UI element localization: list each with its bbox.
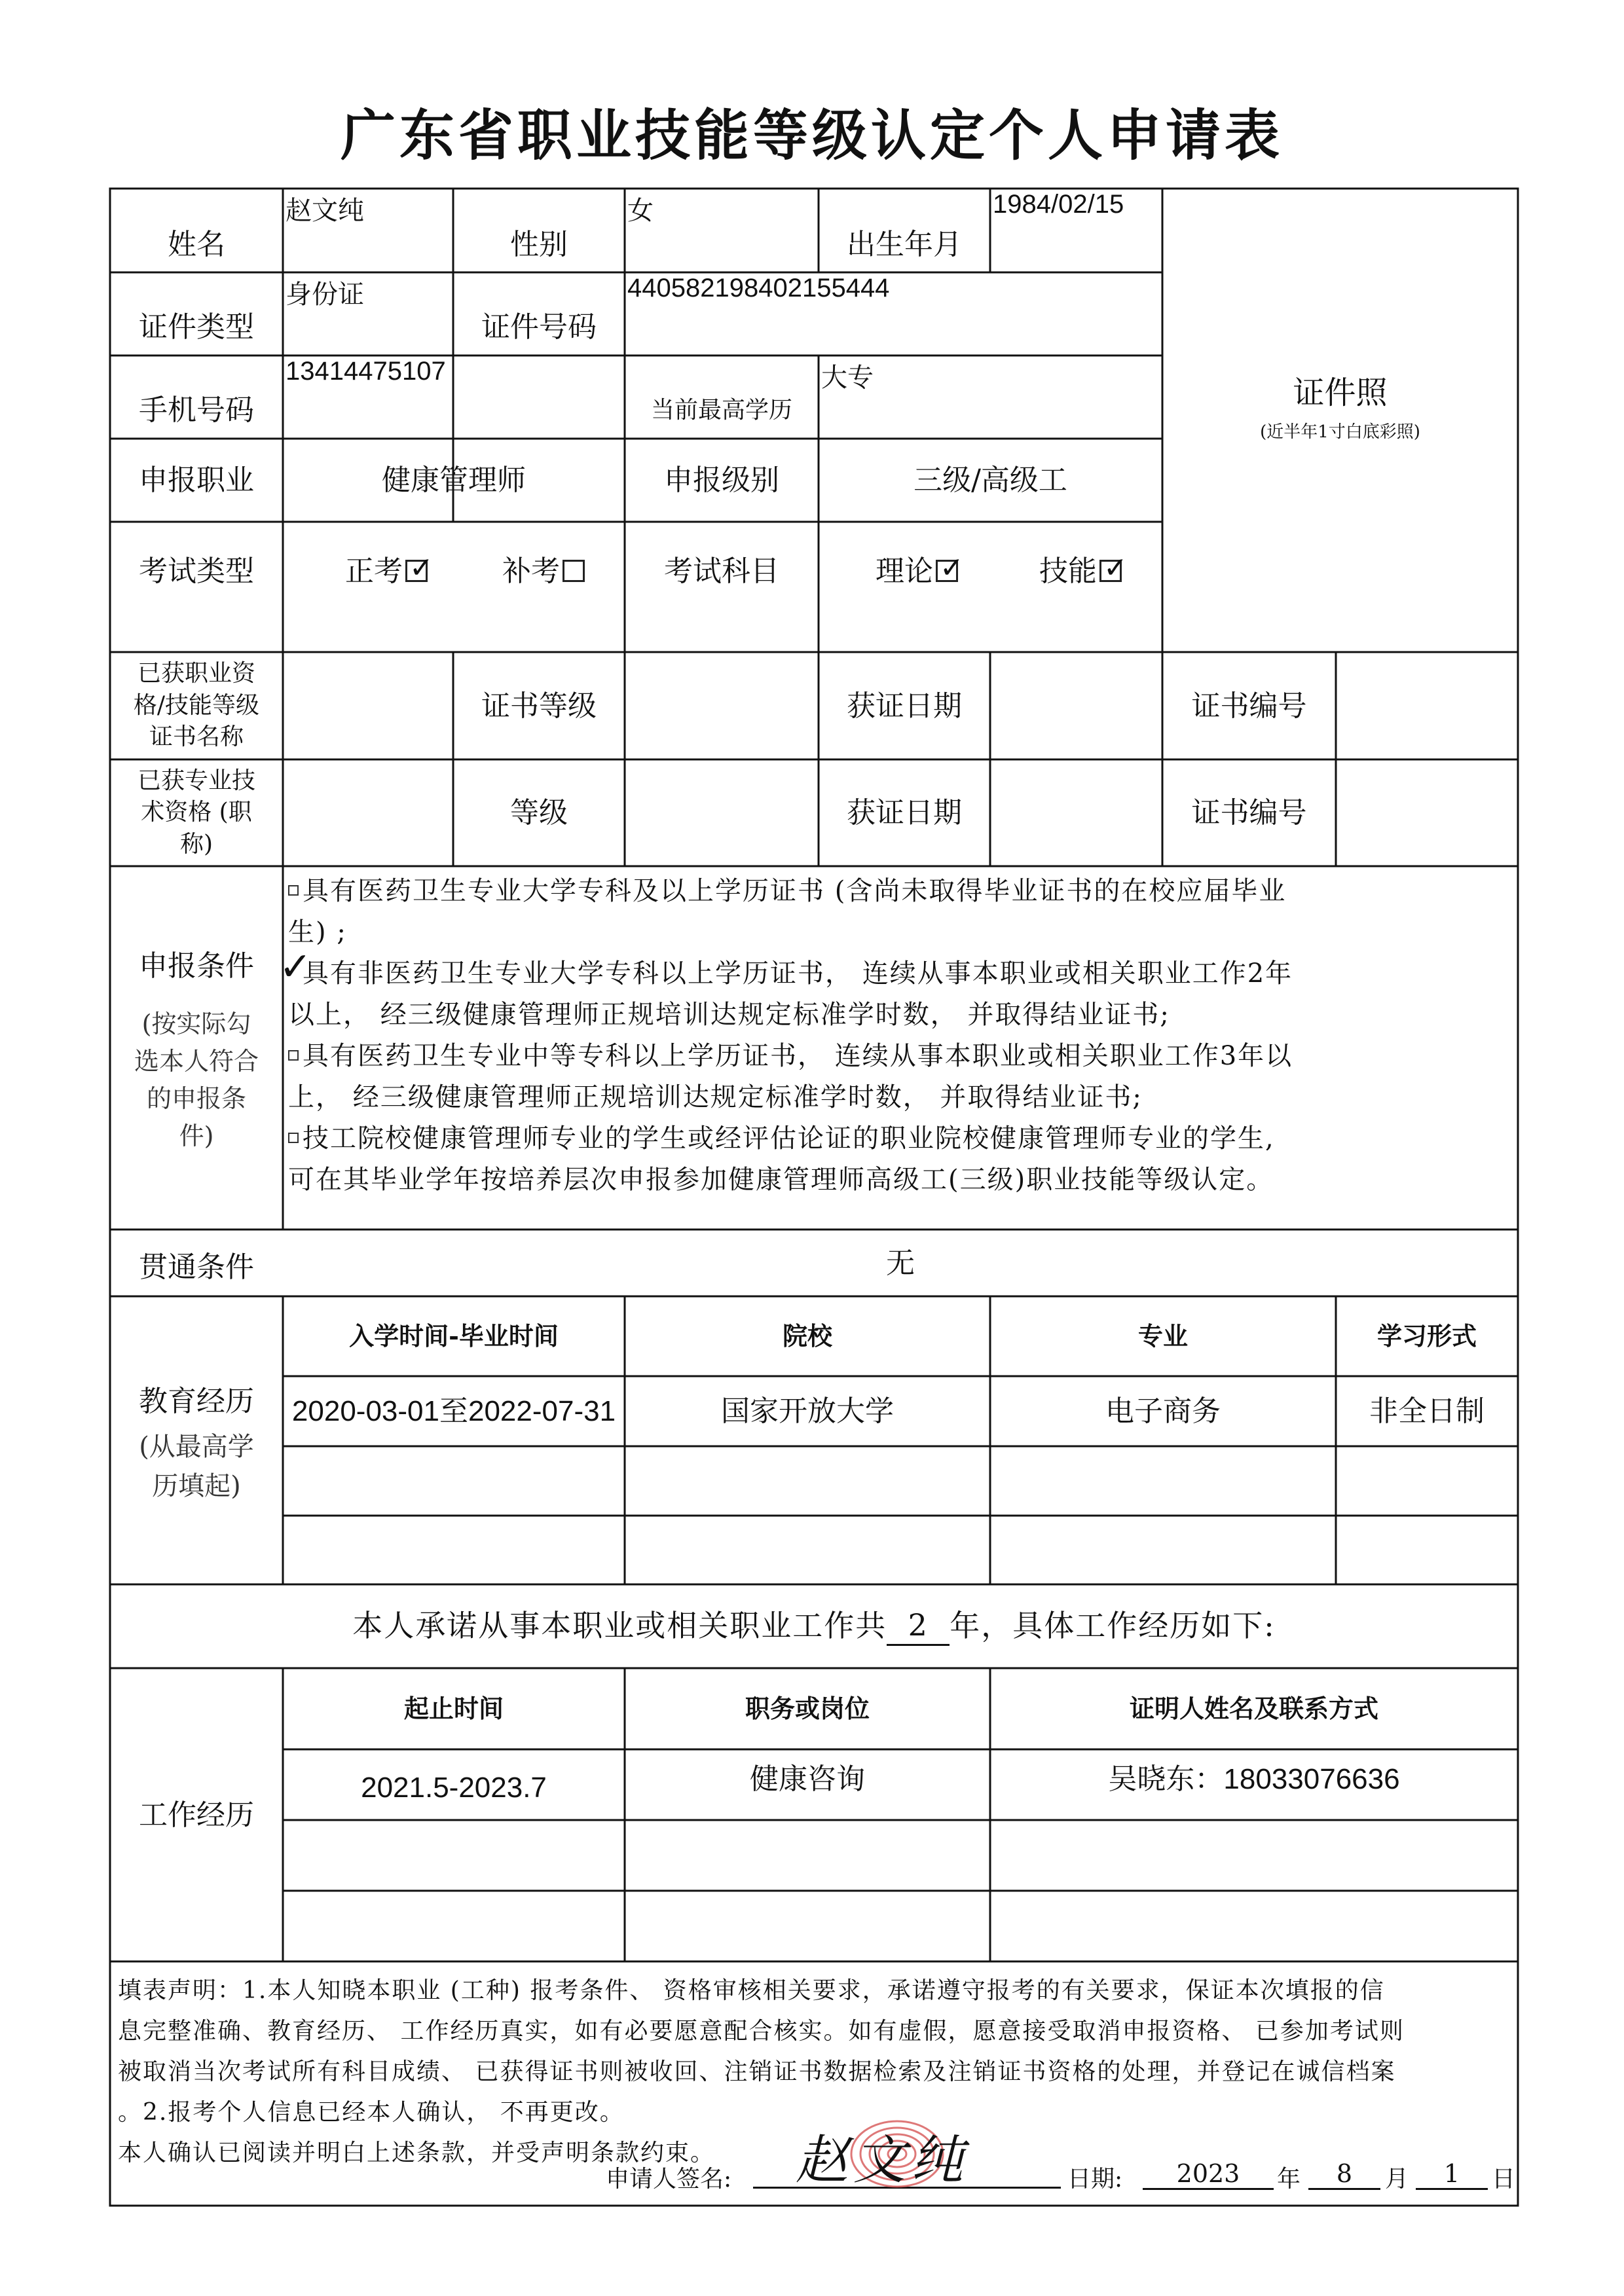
signature-name: 赵文纯 [796,2130,969,2191]
date-day[interactable]: 1 [1416,2159,1488,2190]
label-birth: 出生年月 [847,227,962,261]
edu-header-period: 入学时间-毕业时间 [349,1321,559,1351]
date-year-unit: 年 [1277,2166,1301,2193]
edu-row-1-mode[interactable]: 非全日制 [1369,1395,1485,1427]
field-name[interactable]: 赵文纯 [286,196,364,225]
condition-4-box[interactable] [288,1133,299,1143]
option-theory-label: 理论 [876,554,933,588]
label-phone: 手机号码 [139,393,254,427]
date-day-unit: 日 [1492,2166,1516,2193]
field-id-no[interactable]: 440582198402155444 [627,274,890,302]
condition-2-line1: 具有非医药卫生专业大学专科以上学历证书， 连续从事本职业或相关职业工作2年 [303,958,1293,989]
option-skill[interactable] [1008,522,1153,620]
option-regular[interactable] [314,522,458,620]
label-id-no: 证件号码 [481,310,597,344]
label-gender: 性别 [510,227,568,261]
field-edu[interactable]: 大专 [821,363,874,392]
edu-row-1-period[interactable]: 2020-03-01至2022-07-31 [291,1395,616,1427]
label-cert-name: 已获职业资 格/技能等级 证书名称 [133,660,260,751]
form-title: 广东省职业技能等级认定个人申请表 [340,103,1283,168]
label-level: 申报级别 [664,464,779,497]
label-cert-level: 证书等级 [481,689,597,723]
checkbox-makeup[interactable] [563,560,585,582]
label-pro-date: 获证日期 [847,796,962,829]
option-makeup-label: 补考 [502,554,560,588]
field-id-type[interactable]: 身份证 [286,280,364,309]
label-id-type: 证件类型 [139,310,254,344]
label-education-note: (从最高学 历填起) [139,1432,254,1501]
field-phone[interactable]: 13414475107 [286,357,446,386]
date-month-unit: 月 [1385,2166,1409,2193]
edu-header-school: 院校 [782,1321,832,1351]
label-pro-no: 证书编号 [1191,796,1307,829]
label-exam-subject: 考试科目 [664,554,779,588]
work-header-witness: 证明人姓名及联系方式 [1129,1694,1378,1724]
work-header-position: 职务或岗位 [745,1694,870,1724]
label-edu: 当前最高学历 [650,397,792,424]
work-row-1-period[interactable]: 2021.5-2023.7 [361,1771,547,1804]
condition-3-line1: 具有医药卫生专业中等专科以上学历证书， 连续从事本职业或相关职业工作3年以 [303,1041,1293,1071]
condition-2-line2: 以上， 经三级健康管理师正规培训达规定标准学时数， 并取得结业证书; [288,1000,1170,1030]
condition-1[interactable] [288,871,1519,953]
photo-label: 证件照 [1293,374,1388,411]
edu-header-major: 专业 [1137,1321,1188,1351]
commitment-suffix: 年，具体工作经历如下: [950,1608,1276,1644]
option-skill-label: 技能 [1039,554,1097,588]
declaration-line-1: 填表声明：1.本人知晓本职业 (工种) 报考条件、 资格审核相关要求，承诺遵守报考的有关要求，保证本次填报的信 [118,1977,1385,2004]
field-through-cond[interactable]: 无 [886,1246,915,1280]
label-cert-no: 证书编号 [1191,689,1307,723]
edu-row-1-school[interactable]: 国家开放大学 [721,1395,894,1427]
signature-label: 申请人签名: [606,2166,732,2193]
label-pro-title: 已获专业技 术资格 (职 称) [137,767,255,858]
date-year[interactable]: 2023 [1143,2159,1274,2190]
label-education: 教育经历 [139,1384,254,1418]
commitment [110,1584,1518,1668]
label-apply-cond: 申报条件 [139,949,254,983]
date-month[interactable]: 8 [1308,2159,1380,2190]
label-pro-level: 等级 [510,796,568,829]
checkbox-skill[interactable] [1099,560,1122,582]
condition-1-line2: 生) ; [288,917,347,947]
work-row-1-position[interactable]: 健康咨询 [750,1762,865,1795]
date-label: 日期: [1067,2166,1123,2193]
checkbox-regular[interactable] [405,560,428,582]
field-birth[interactable]: 1984/02/15 [993,190,1124,219]
field-occupation[interactable]: 健康管理师 [382,464,526,497]
commitment-years[interactable]: 2 [887,1607,950,1647]
label-apply-cond-note: (按实际勾 选本人符合 的申报条 件) [134,1010,259,1150]
option-theory[interactable] [845,522,989,620]
condition-3[interactable] [288,1036,1519,1118]
condition-1-box[interactable] [288,885,299,896]
commitment-prefix: 本人承诺从事本职业或相关职业工作共 [352,1608,887,1644]
condition-3-line2: 上， 经三级健康管理师正规培训达规定标准学时数， 并取得结业证书; [288,1082,1143,1112]
condition-2[interactable] [279,944,1519,1036]
work-header-period: 起止时间 [403,1694,504,1724]
option-regular-label: 正考 [345,554,403,588]
label-name: 姓名 [168,227,225,261]
field-gender[interactable]: 女 [627,196,654,225]
option-makeup[interactable] [471,522,616,620]
edu-header-mode: 学习形式 [1376,1321,1477,1351]
label-work: 工作经历 [139,1798,254,1832]
declaration-line-3: 被取消当次考试所有科目成绩、 已获得证书则被收回、注销证书数据检索及注销证书资格的处理，并登记在诚信档案 [118,2058,1396,2085]
condition-1-line1: 具有医药卫生专业大学专科及以上学历证书 (含尚未取得毕业证书的在校应届毕业 [303,876,1287,906]
declaration-line-5: 本人确认已阅读并明白上述条款，并受声明条款约束。 [118,2140,716,2166]
declaration-line-4: 。2.报考个人信息已经本人确认， 不再更改。 [118,2099,625,2126]
condition-3-box[interactable] [288,1050,299,1061]
condition-2-check[interactable]: ✓ [279,944,314,990]
field-level[interactable]: 三级/高级工 [913,464,1067,497]
work-row-1-witness[interactable]: 吴晓东：18033076636 [1108,1762,1400,1795]
label-occupation: 申报职业 [139,464,254,497]
label-through-cond: 贯通条件 [139,1250,254,1284]
label-cert-date: 获证日期 [847,689,962,723]
condition-4-line1: 技工院校健康管理师专业的学生或经评估论证的职业院校健康管理师专业的学生, [303,1123,1275,1154]
checkbox-theory[interactable] [936,560,958,582]
declaration-line-2: 息完整准确、教育经历、 工作经历真实，如有必要愿意配合核实。如有虚假，愿意接受取消申报资格、 已参加考试则 [118,2018,1405,2045]
condition-4[interactable] [288,1118,1519,1201]
label-exam-type: 考试类型 [139,554,254,588]
condition-4-line2: 可在其毕业学年按培养层次申报参加健康管理师高级工(三级)职业技能等级认定。 [288,1165,1274,1195]
photo-note: (近半年1寸白底彩照) [1260,422,1420,442]
edu-row-1-major[interactable]: 电子商务 [1105,1395,1221,1427]
